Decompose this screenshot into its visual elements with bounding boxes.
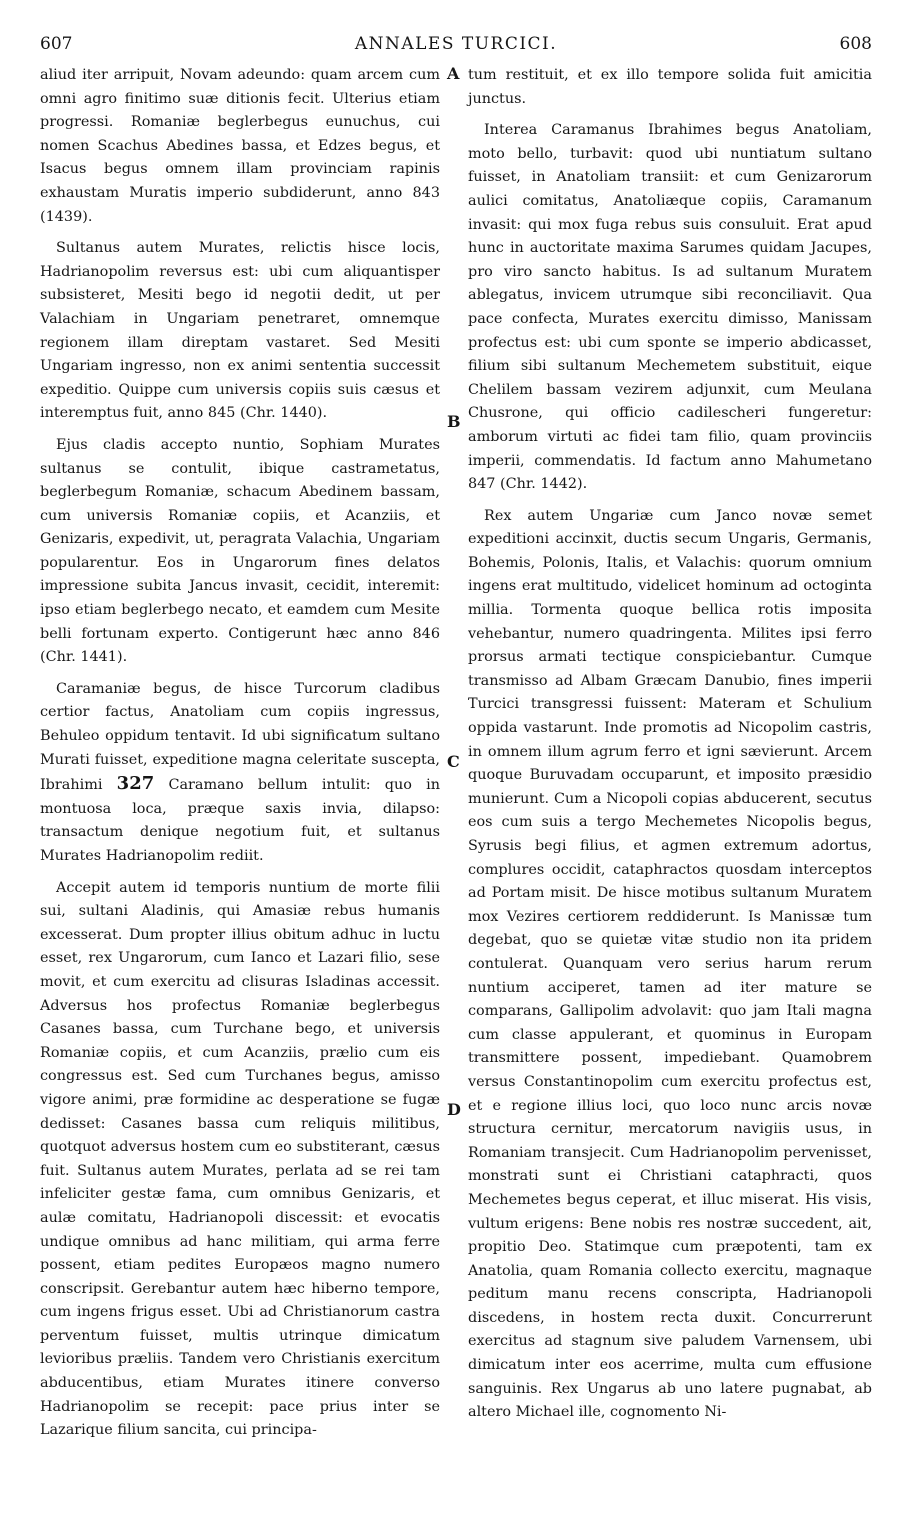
paragraph: aliud iter arripuit, Novam adeundo: quam arcem cum omni agro finitimo suæ ditionis fecit. Ulterius etiam progressi. Romaniæ beglerbegus eunuchus, cui nomen Scachus Abedines bassa, et Edzes begus, et Isacus begus omnem illam provinciam rapinis exhaustam Muratis imperio subdiderunt, anno 843 (1439). — [40, 67, 440, 225]
paragraph — [40, 678, 440, 869]
original-page-number: 327 — [116, 773, 155, 795]
paragraph: Sultanus autem Murates, relictis hisce locis, Hadrianopolim reversus est: ubi cum aliquantisper subsisteret, Mesiti bego id negotii dedit, ut per Valachiam in Ungariam penetraret, omnemque regionem illam direptam vastaret. Sed Mesiti Ungariam ingresso, non ex animi sententia successit expeditio. Quippe cum universis copiis suis cæsus et interemptus fuit, anno 845 (Chr. 1440). — [40, 240, 440, 422]
paragraph: Rex autem Ungariæ cum Janco novæ semet expeditioni accinxit, ductis secum Ungaris, Germanis, Bohemis, Polonis, Italis, et Valachis: quorum omnium ingens erat multitudo, videlicet hominum ad octoginta millia. Tormenta quoque bellica rotis imposita vehebantur, numero quadringenta. Milites ipsi ferro prorsus armati tectique conspiciebantur. Cumque transmisso ad Albam Græcam Danubio, fines imperii Turcici transgressi fuissent: Materam et Schulium oppida vastarunt. Inde promotis ad Nicopolim castris, in omnem illum agrum ferro et igni sævierunt. Arcem quoque Buruvadam occuparunt, et imposito præsidio munierunt. Cum a Nicopoli copias abducerent, secutus eos cum suis a tergo Mechemetes Nicopolis begus, Syrusis begi filius, et agmen extremum adortus, complures occidit, cataphractos quosdam interceptos ad Portam misit. De hisce motibus sultanum Muratem mox Vezires certiorem reddiderunt. Is Manissæ tum degebat, quo se quietæ vitæ studio non ita pridem contulerat. Quanquam vero serius harum rerum nuntium acciperet, tamen ad iter mature se comparans, Gallipolim advolavit: quo jam Itali magna cum classe appulerant, et quominus in Europam transmittere possent, impediebant. Quamobrem versus Constantinopolim cum exercitu profectus est, et e regione illius loci, quo loco nunc arcis novæ structura cernitur, mercatorum navigiis usus, in Romaniam transjecit. Cum Hadrianopolim pervenisset, monstrati sunt ei Christiani cataphracti, quos Mechemetes begus ceperat, et illuc miserat. His visis, vultum erigens: Bene nobis res nostræ succedent, ait, propitio Deo. Statimque cum præpotenti, tam ex Anatolia, quam Romania collecto exercitu, magnaque peditum manu recens conscripta, Hadrianopoli discedens, in hostem recta duxit. Concurrerunt exercitus ad stagnum sive paludem Varnensem, ubi dimicatum inter eos acerrime, multa cum effusione sanguinis. Rex Ungarus ab uno latere pugnabat, ab altero Michael ille, cognomento Ni- — [468, 507, 872, 1421]
page-number-right: 608 — [839, 34, 872, 54]
paragraph: Accepit autem id temporis nuntium de morte filii sui, sultani Aladinis, qui Amasiæ rebus humanis excesserat. Dum propter illius obitum adhuc in luctu esset, rex Ungarorum, cum Ianco et Lazari filio, sese movit, et cum exercitu ad clisuras Isladinas accessit. Adversus hos profectus Romaniæ beglerbegus Casanes bassa, cum Turchane bego, et universis Romaniæ copiis, et cum Acanziis, prælio cum eis congressus est. Sed cum Turchanes begus, amisso vigore animi, præ formidine ac desperatione se fugæ dedisset: Casanes bassa cum reliquis militibus, quotquot adversus hostem cum eo substiterant, cæsus fuit. Sultanus autem Murates, perlata ad se rei tam infeliciter gestæ fama, cum omnibus Genizaris, et aulæ comitatu, Hadrianopoli discessit: et evocatis undique omnibus ad hanc militiam, qui arma ferre possent, etiam pedites Europæos magno numero conscripsit. Gerebantur autem hæc hiberno tempore, cum ingens frigus esset. Ubi ad Christianorum castra perventum fuisset, multis utrinque dimicatum levioribus præliis. Tandem vero Christianis exercitum abducentibus, etiam Murates itinere converso Hadrianopolim se recepit: pace prius inter se Lazarique filium sancita, cui principa- — [40, 879, 440, 1439]
paragraph-text: Caramano bellum intulit: quo in montuosa loca, præque saxis invia, dilapso: transactum denique negotium fuit, et sultanus Murates Hadrianopolim rediit. — [40, 777, 440, 864]
running-header — [40, 34, 872, 64]
running-title: ANNALES TURCICI. — [354, 34, 558, 54]
page-number-left: 607 — [40, 34, 73, 54]
right-column — [468, 64, 872, 1433]
margin-letter-b: B — [447, 412, 461, 431]
left-column — [40, 64, 440, 1451]
margin-letter-d: D — [447, 1100, 461, 1119]
margin-letter-c: C — [447, 752, 460, 771]
paragraph-text: Caramaniæ begus, de hisce Turcorum cladibus certior factus, Anatoliam cum copiis ingressus, Behuleo oppidum tentavit. Id ubi significatum sultano Murati fuisset, expeditione magna celeritate suscepta, Ibrahimi — [40, 680, 440, 794]
paragraph: tum restituit, et ex illo tempore solida fuit amicitia junctus. — [468, 67, 872, 107]
paragraph: Interea Caramanus Ibrahimes begus Anatoliam, moto bello, turbavit: quod ubi nuntiatum sultano fuisset, in Anatoliam transiit: et cum Genizarorum aulici comitatus, Anatoliæque copiis, Caramanum invasit: qui mox fuga rebus suis consuluit. Erat apud hunc in auctoritate maxima Sarumes quidam Jacupes, pro viro sancto habitus. Is ad sultanum Muratem ablegatus, invicem utrumque sibi reconciliavit. Qua pace confecta, Murates exercitu dimisso, Manissam profectus est: ubi cum sponte se imperio abdicasset, filium sibi sultanum Mechemetem substituit, eique Chelilem bassam vezirem adjunxit, cum Meulana Chusrone, qui officio cadilescheri fungeretur: amborum virtuti ac fidei tam filio, quam provinciis imperii, commendatis. Id factum anno Mahumetano 847 (Chr. 1442). — [468, 122, 872, 493]
margin-letter-a: A — [447, 64, 460, 83]
paragraph: Ejus cladis accepto nuntio, Sophiam Murates sultanus se contulit, ibique castrametatus, beglerbegum Romaniæ, schacum Abedinem bassam, cum universis Romaniæ copiis, et Acanziis, et Genizaris, expedivit, ut, peragrata Valachia, Ungariam popularentur. Eos in Ungarorum fines delatos impressione subita Jancus invasit, cecidit, interemit: ipso etiam beglerbego necato, et eamdem cum Mesite belli fortunam experto. Contigerunt hæc anno 846 (Chr. 1441). — [40, 436, 440, 666]
